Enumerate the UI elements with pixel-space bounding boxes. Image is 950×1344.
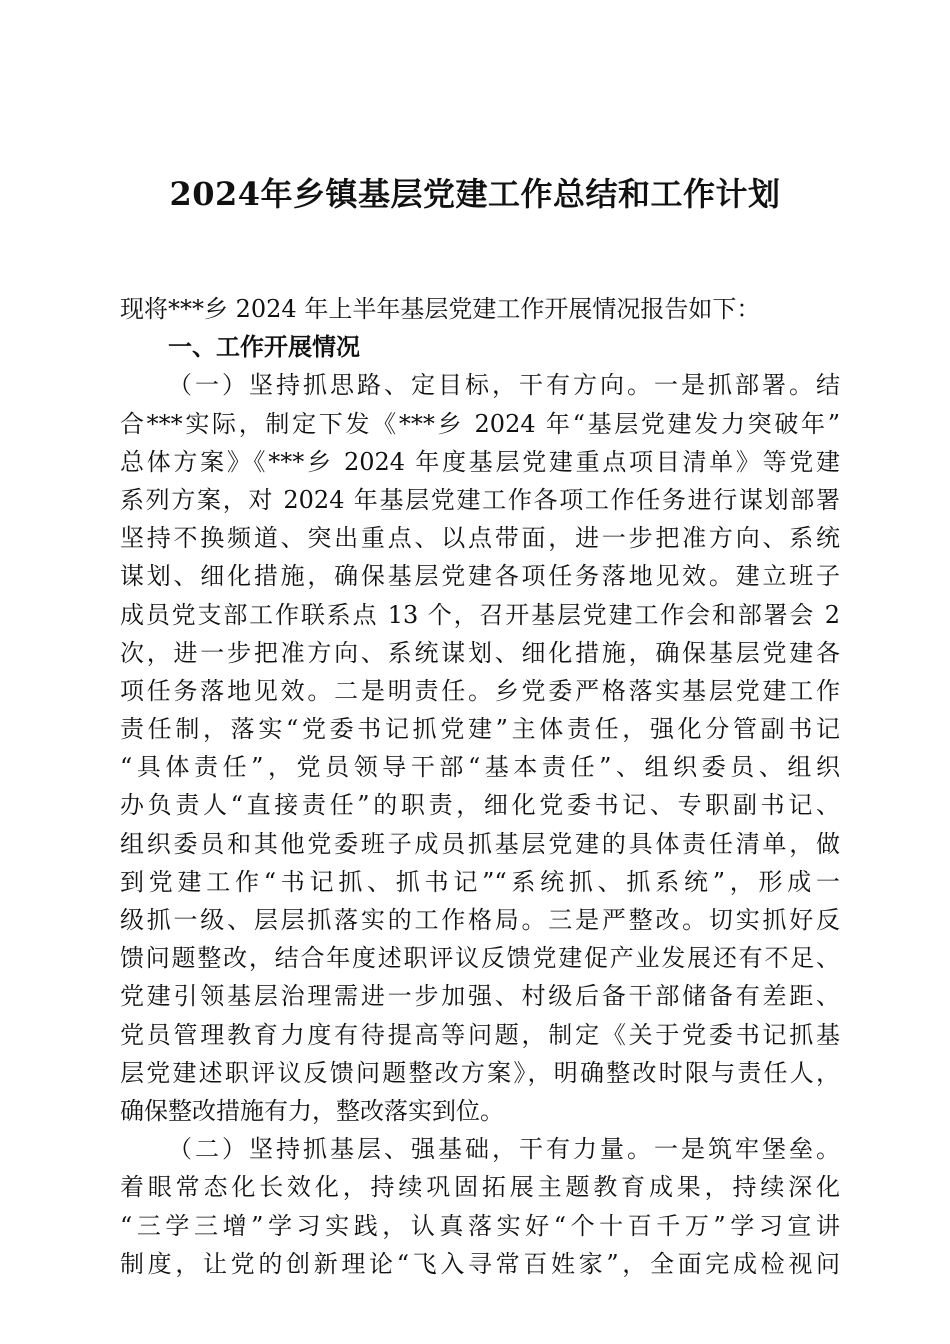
- paragraph-line: “三学三增”学习实践，认真落实好“个十百千万”学习宣讲: [120, 1211, 840, 1240]
- paragraph-line: 总体方案》《***乡 2024 年度基层党建重点项目清单》等党建: [120, 447, 840, 476]
- paragraph-line: 级抓一级、层层抓落实的工作格局。三是严整改。切实抓好反: [120, 906, 840, 934]
- paragraph-line: 馈问题整改，结合年度述职评议反馈党建促产业发展还有不足、: [120, 944, 840, 973]
- paragraph-line: 合***实际，制定下发《***乡 2024 年“基层党建发力突破年”: [120, 409, 840, 438]
- paragraph-line: 组织委员和其他党委班子成员抓基层党建的具体责任清单，做: [120, 829, 840, 858]
- paragraph-line: 着眼常态化长效化，持续巩固拓展主题教育成果，持续深化: [120, 1173, 840, 1202]
- document-title: 2024年乡镇基层党建工作总结和工作计划: [169, 175, 781, 213]
- paragraph-line: 确保整改措施有力，整改落实到位。: [120, 1096, 504, 1125]
- paragraph-line: 到党建工作“书记抓、抓书记”“系统抓、抓系统”，形成一: [120, 867, 840, 896]
- document-body: [120, 290, 840, 1283]
- paragraph-line: （一）坚持抓思路、定目标，干有方向。一是抓部署。结: [168, 371, 840, 400]
- paragraph-line: 党员管理教育力度有待提高等问题，制定《关于党委书记抓基: [120, 1020, 840, 1049]
- intro-line: 现将***乡 2024 年上半年基层党建工作开展情况报告如下：: [120, 295, 761, 323]
- paragraph-line: 项任务落地见效。二是明责任。乡党委严格落实基层党建工作: [120, 676, 840, 705]
- paragraph-line: 次，进一步把准方向、系统谋划、细化措施，确保基层党建各: [120, 638, 840, 667]
- paragraph-line: 层党建述职评议反馈问题整改方案》，明确整改时限与责任人，: [120, 1058, 840, 1087]
- paragraph-line: 坚持不换频道、突出重点、以点带面，进一步把准方向、系统: [120, 524, 840, 553]
- paragraph-line: 党建引领基层治理需进一步加强、村级后备干部储备有差距、: [120, 982, 840, 1011]
- paragraph-line: “具体责任”，党员领导干部“基本责任”、组织委员、组织: [120, 753, 840, 782]
- paragraph-line: （二）坚持抓基层、强基础，干有力量。一是筑牢堡垒。: [168, 1135, 840, 1164]
- paragraph-line: 办负责人“直接责任”的职责，细化党委书记、专职副书记、: [120, 791, 840, 820]
- paragraph-line: 系列方案，对 2024 年基层党建工作各项工作任务进行谋划部署: [120, 485, 840, 514]
- paragraph-line: 成员党支部工作联系点 13 个，召开基层党建工作会和部署会 2: [120, 600, 840, 629]
- paragraph-line: 谋划、细化措施，确保基层党建各项任务落地见效。建立班子: [120, 562, 840, 591]
- section-heading: 一、工作开展情况: [168, 333, 360, 362]
- paragraph-line: 责任制，落实“党委书记抓党建”主体责任，强化分管副书记: [120, 715, 840, 744]
- paragraph-line: 制度，让党的创新理论“飞入寻常百姓家”，全面完成检视问: [120, 1249, 840, 1278]
